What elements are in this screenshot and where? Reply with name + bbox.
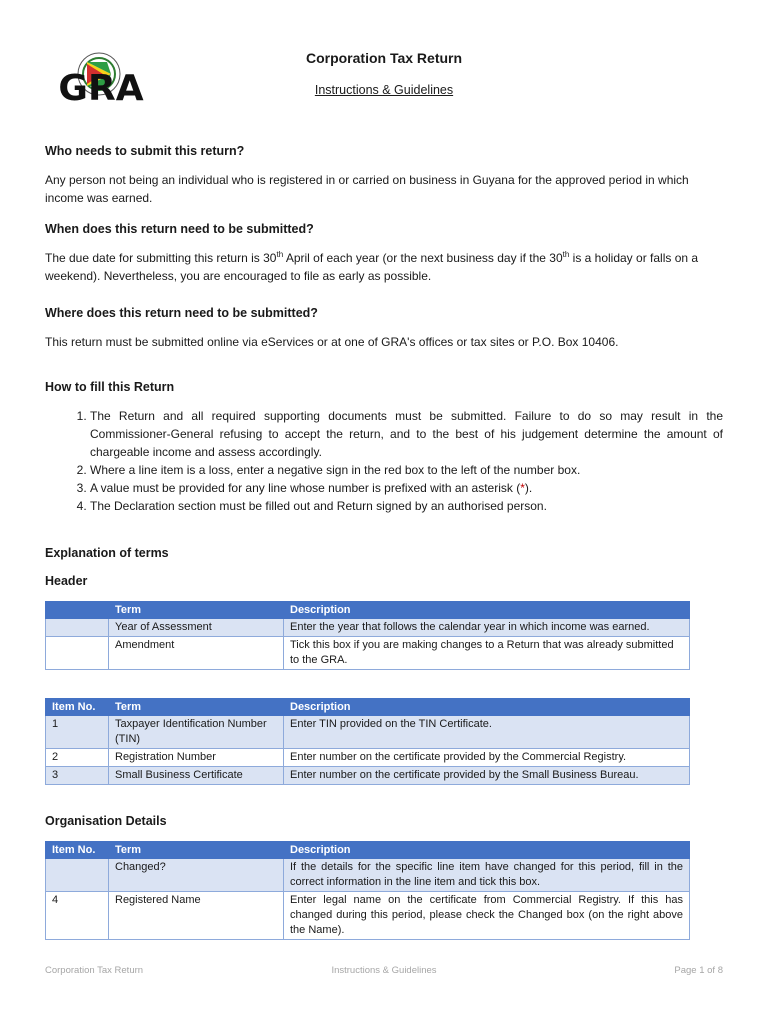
table-cell: Changed? (109, 859, 284, 892)
column-header: Description (284, 602, 690, 619)
table-cell (46, 637, 109, 670)
column-header: Item No. (46, 699, 109, 716)
table-cell: Tick this box if you are making changes to a Return that was already submitted to the GRA. (284, 637, 690, 670)
table-header-row (46, 602, 690, 619)
table-cell: Amendment (109, 637, 284, 670)
subheading-header: Header (45, 574, 88, 588)
list-item: 2. Where a line item is a loss, enter a negative sign in the red box to the left of the number box. (90, 461, 723, 479)
table-cell: Registration Number (109, 749, 284, 767)
table-row (46, 767, 690, 785)
list-item: 1. The Return and all required supporting documents must be submitted. Failure to do so may result in the Commissioner-General refusing to accept the return, and to the best of his judgement determine the amount of chargeable income and assess accordingly. (90, 407, 723, 461)
column-header: Term (109, 842, 284, 859)
heading-how: How to fill this Return (45, 380, 175, 394)
table-cell: 2 (46, 749, 109, 767)
organisation-terms-table (45, 841, 690, 940)
page-number: Page 1 of 8 (674, 965, 723, 976)
table-cell (46, 859, 109, 892)
when-sup-a: th (276, 250, 284, 259)
when-sup-b: th (562, 250, 570, 259)
document-subtitle: Instructions & Guidelines (314, 83, 454, 97)
table-row (46, 859, 690, 892)
heading-where: Where does this return need to be submitted? (45, 306, 318, 320)
column-header: Description (284, 699, 690, 716)
table-cell: Enter legal name on the certificate from Commercial Registry. If this has changed during this period, please check the Changed box (on the right above the Name). (284, 892, 690, 940)
table-cell: 1 (46, 716, 109, 749)
table-header-row (46, 842, 690, 859)
how-list (45, 407, 723, 515)
list-item (90, 479, 723, 497)
column-header: Item No. (46, 842, 109, 859)
table-cell: Registered Name (109, 892, 284, 940)
column-header: Term (109, 699, 284, 716)
column-header: Term (109, 602, 284, 619)
item-terms-table (45, 698, 690, 785)
paragraph-who: Any person not being an individual who is registered in or carried on business in Guyana for the approved period in which income was earned. (45, 173, 689, 205)
table-cell: Enter number on the certificate provided by the Commercial Registry. (284, 749, 690, 767)
table-cell: 3 (46, 767, 109, 785)
subheading-organisation: Organisation Details (45, 814, 167, 828)
table-cell: If the details for the specific line item have changed for this period, fill in the correct information in the line item and tick this box. (284, 859, 690, 892)
item3-text-a: A value must be provided for any line whose number is prefixed with an asterisk ( (90, 481, 521, 495)
table-cell: Taxpayer Identification Number (TIN) (109, 716, 284, 749)
footer-center: Instructions & Guidelines (331, 965, 437, 976)
table-cell: Small Business Certificate (109, 767, 284, 785)
asterisk-mark: * (520, 481, 525, 495)
when-text-a: The due date for submitting this return is 30 (45, 251, 277, 265)
column-header (46, 602, 109, 619)
table-cell (46, 619, 109, 637)
table-cell: Enter number on the certificate provided by the Small Business Bureau. (284, 767, 690, 785)
table-cell: Enter TIN provided on the TIN Certificate. (284, 716, 690, 749)
table-row (46, 619, 690, 637)
heading-who: Who needs to submit this return? (45, 144, 245, 158)
column-header: Description (284, 842, 690, 859)
table-header-row (46, 699, 690, 716)
item3-text-b: ). (524, 481, 533, 495)
table-cell: Enter the year that follows the calendar year in which income was earned. (284, 619, 690, 637)
when-text-b: April of each year (or the next business day if the 30 (283, 251, 563, 265)
heading-when: When does this return need to be submitted? (45, 222, 314, 236)
table-row (46, 892, 690, 940)
heading-terms: Explanation of terms (45, 546, 169, 560)
document-body (45, 143, 723, 940)
header-terms-table (45, 601, 690, 670)
footer-left: Corporation Tax Return (45, 965, 144, 976)
table-cell: 4 (46, 892, 109, 940)
paragraph-when (45, 249, 723, 285)
table-cell: Year of Assessment (109, 619, 284, 637)
list-item: 4. The Declaration section must be filled out and Return signed by an authorised person. (90, 497, 723, 515)
table-row (46, 749, 690, 767)
table-row (46, 637, 690, 670)
paragraph-where: This return must be submitted online via eServices or at one of GRA's offices or tax sites or P.O. Box 10406. (45, 335, 619, 349)
when-text-c: is a holiday or falls on a weekend). Nevertheless, you are encouraged to file as early as possible. (45, 251, 699, 283)
logo-text: GRA (58, 68, 144, 108)
table-row (46, 716, 690, 749)
document-title: Corporation Tax Return (305, 50, 463, 66)
